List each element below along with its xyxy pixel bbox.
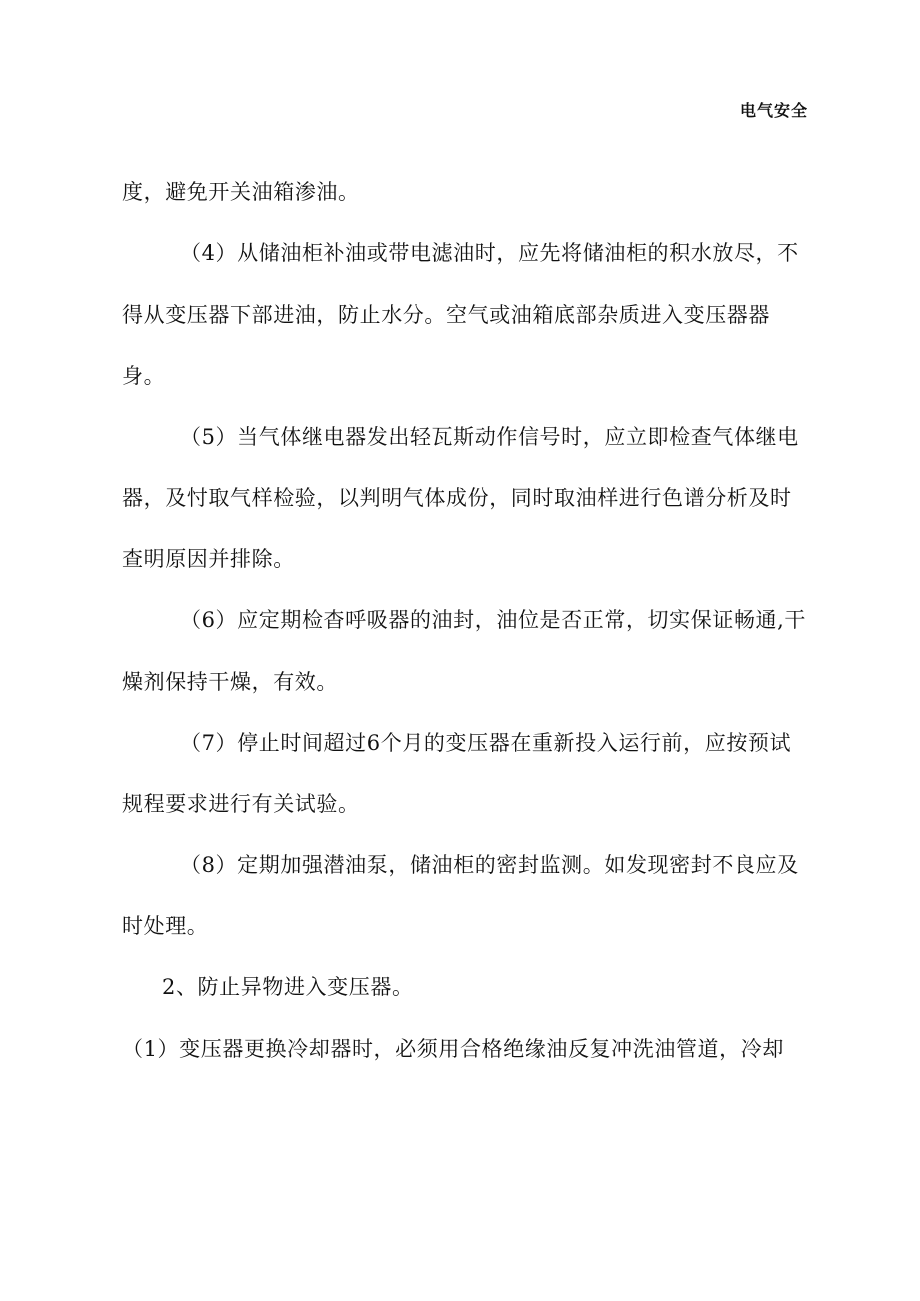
text-line: 度，避免开关油箱渗油。 <box>122 180 360 204</box>
text-line: 查明原因并排除。 <box>122 547 295 571</box>
text-line: （4）从储油柜补油或带电滤油时，应先将储油柜的积水放尽，不 <box>180 241 799 265</box>
text-line: 2、防止异物进入变压器。 <box>162 975 414 999</box>
text-line: 身。 <box>122 364 166 388</box>
text-line: 时处理。 <box>122 914 209 938</box>
text-line: （8）定期加强潜油泵，储油柜的密封监测。如发现密封不良应及 <box>180 853 799 877</box>
text-line: 燥剂保持干燥，有效。 <box>122 670 338 694</box>
text-line: 规程要求进行有关试验。 <box>122 792 360 816</box>
text-line: （5）当气体继电器发出轻瓦斯动作信号时，应立即检查气体继电 <box>180 425 799 449</box>
text-line: （6）应定期检杳呼吸器的油封，油位是否正常，切实保证畅通,干 <box>180 608 807 632</box>
text-line: （1）变压器更换冷却器时，必须用合格绝缘油反复冲洗油管道，冷却 <box>122 1037 784 1061</box>
text-line: 得从变压器下部进油，防止水分。空气或油箱底部杂质进入变压器器 <box>122 303 770 327</box>
text-line: 器，及忖取气样检验，以判明气体成份，同时取油样进行色谱分析及时 <box>122 486 792 510</box>
page-header: 电气安全 <box>739 101 808 120</box>
text-line: （7）停止时间超过6个月的变压器在重新投入运行前，应按预试 <box>180 731 792 755</box>
